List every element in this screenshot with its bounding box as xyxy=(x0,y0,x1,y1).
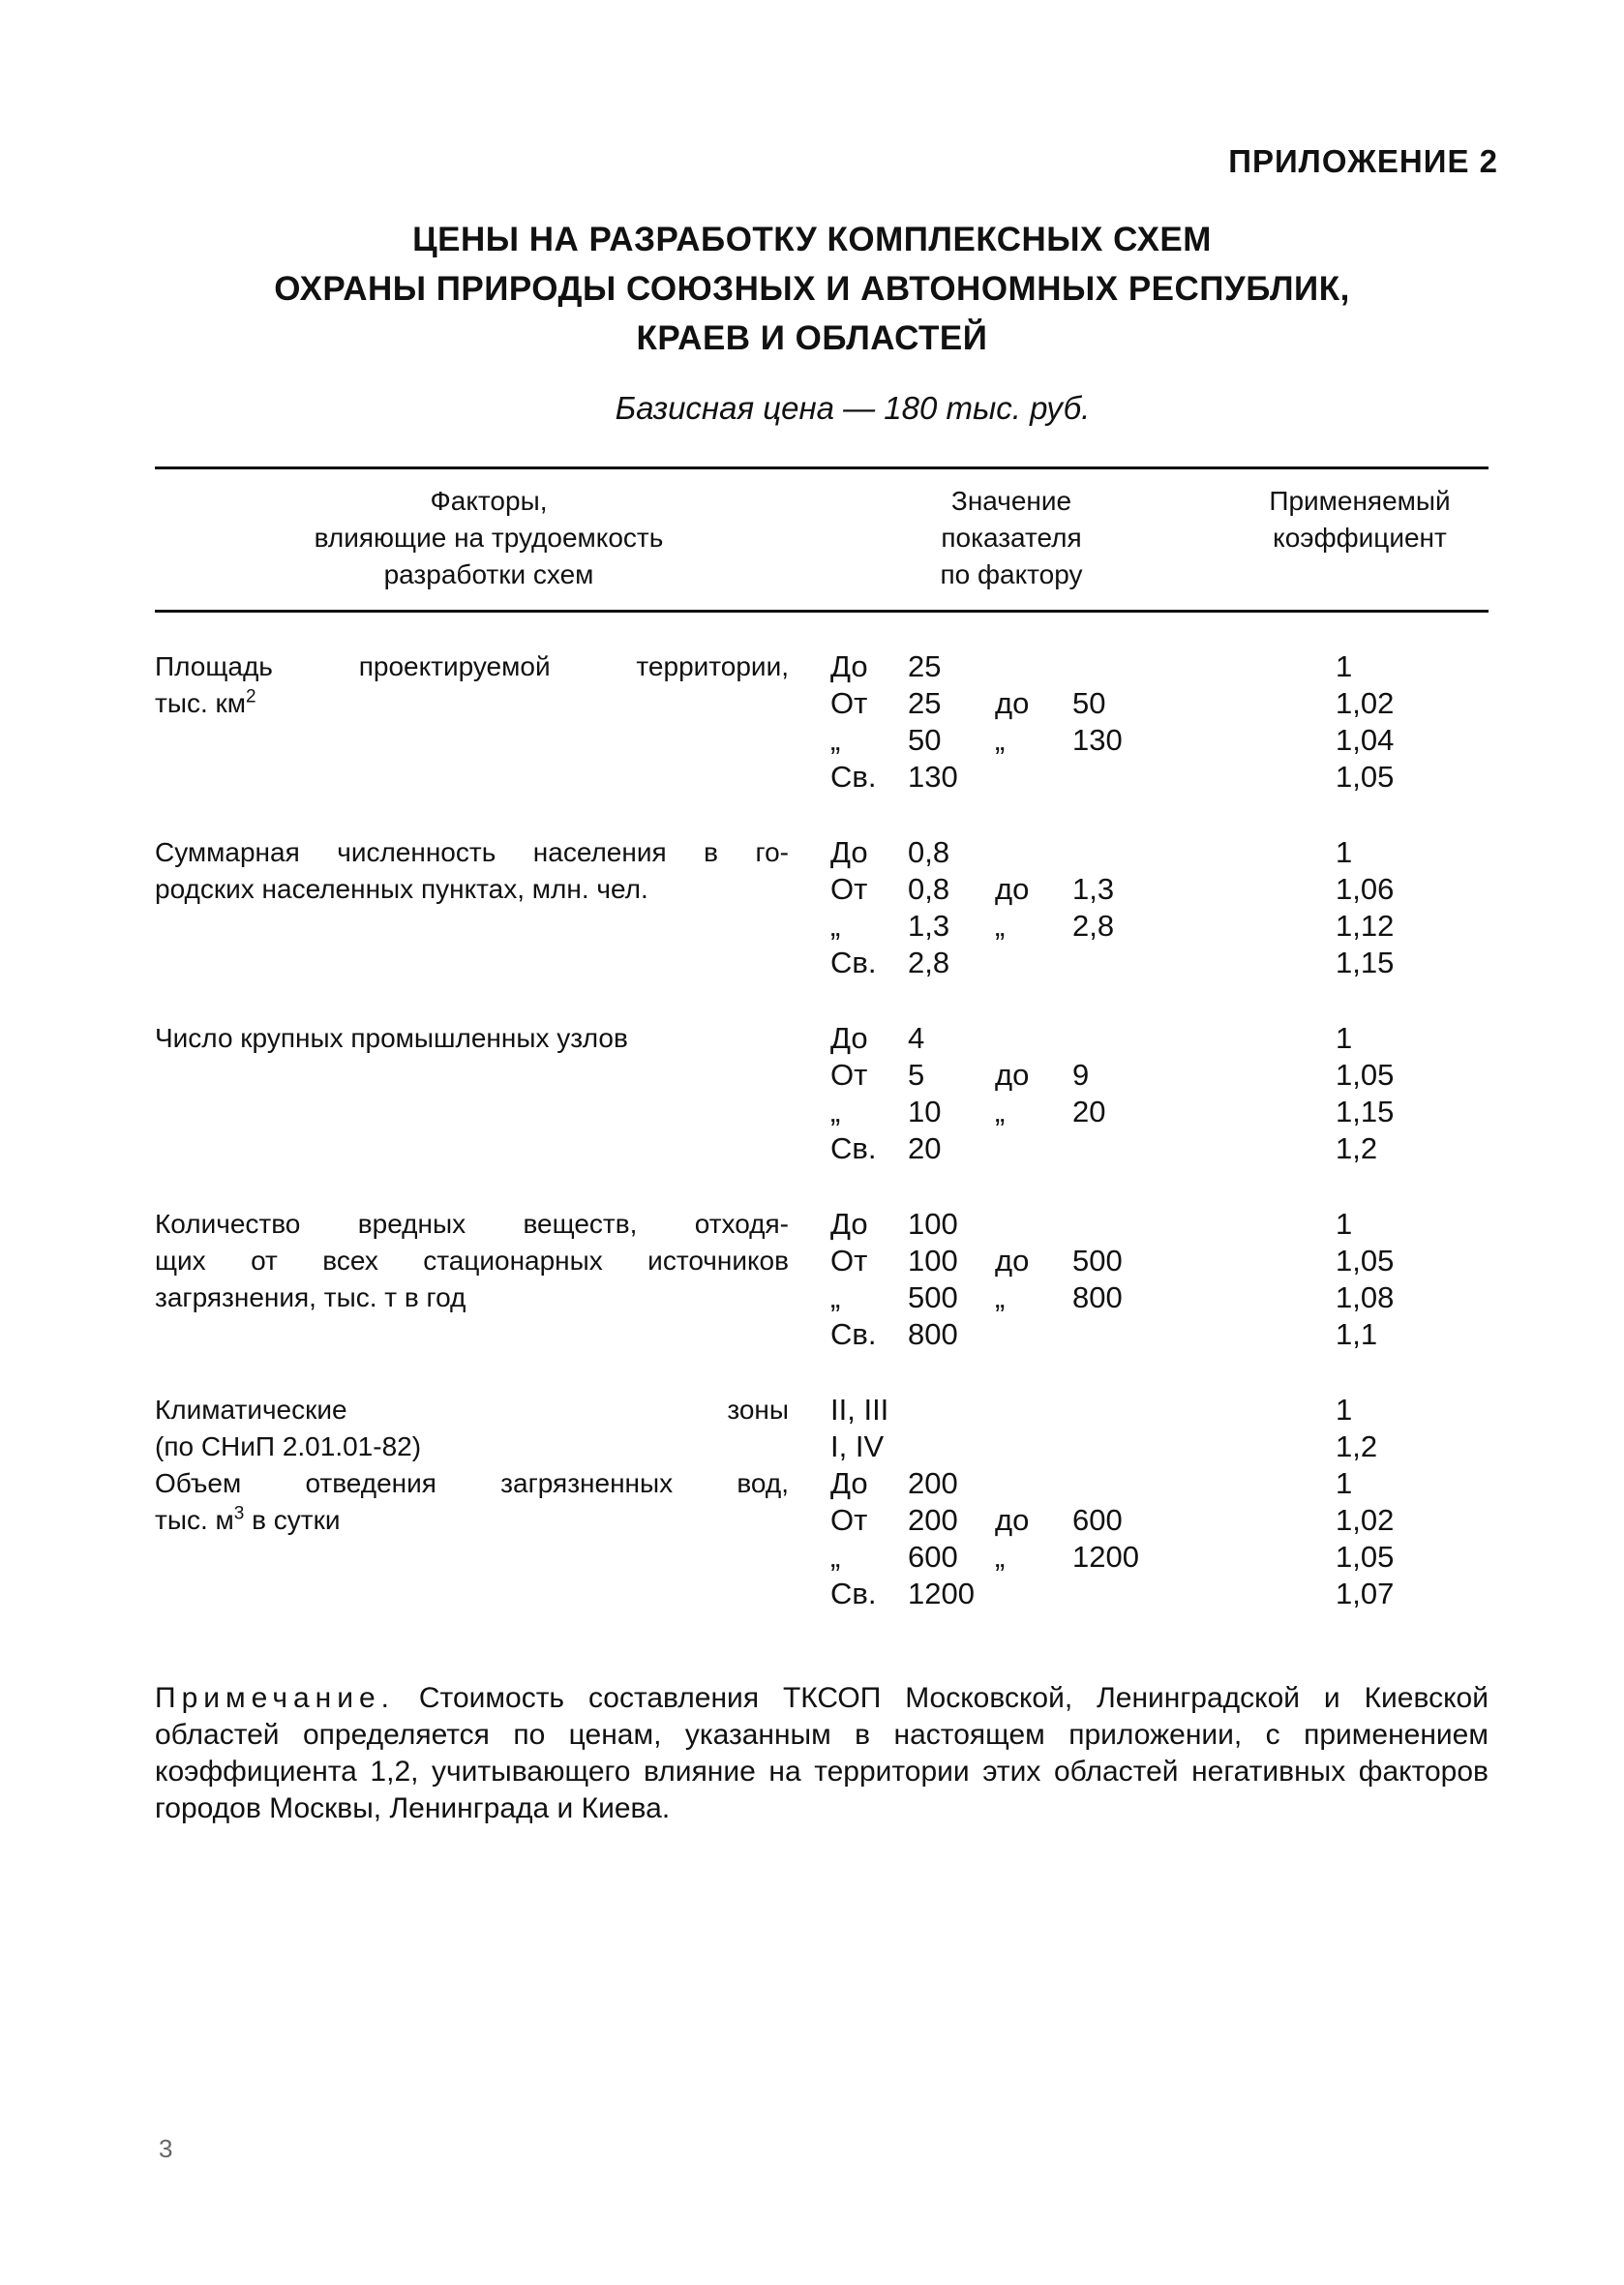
coefficient-value: 1,15 xyxy=(1336,1095,1395,1128)
column-header-factors xyxy=(179,483,798,593)
value-token: 200 xyxy=(908,1466,958,1500)
value-token: „ xyxy=(830,1280,841,1314)
table-top-rule xyxy=(155,466,1489,469)
value-line xyxy=(830,1316,1334,1353)
value-token: 1200 xyxy=(908,1577,975,1610)
value-line xyxy=(830,722,1334,759)
coefficient-value: 1,05 xyxy=(1336,760,1395,794)
value-line xyxy=(830,1057,1334,1094)
title-line: КРАЕВ И ОБЛАСТЕЙ xyxy=(636,319,988,357)
coefficient-cell xyxy=(1336,1392,1587,1465)
coefficient-value: 1,15 xyxy=(1336,946,1395,979)
factor-cell xyxy=(155,834,789,908)
factor-text: Число крупных промышленных узлов xyxy=(155,1023,628,1053)
value-line xyxy=(830,1279,1334,1316)
header-line: Значение xyxy=(950,486,1072,516)
factor-text: тыс. м xyxy=(155,1505,234,1535)
value-token: 500 xyxy=(908,1280,958,1314)
header-line: влияющие на трудоемкость xyxy=(314,523,664,553)
coefficient-cell xyxy=(1336,1465,1587,1612)
factor-line xyxy=(155,871,789,908)
coefficient-value: 1,07 xyxy=(1336,1577,1395,1610)
table-header-rule xyxy=(155,610,1489,613)
value-line xyxy=(830,1539,1334,1576)
value-token: До xyxy=(830,1207,868,1241)
footnote xyxy=(155,1680,1489,1827)
value-token: 50 xyxy=(908,723,942,757)
value-line xyxy=(830,945,1334,981)
value-token: „ xyxy=(995,723,1006,757)
value-token: Св. xyxy=(830,946,877,979)
value-token: От xyxy=(830,1503,868,1537)
value-token: До xyxy=(830,1466,868,1500)
column-header-value xyxy=(852,483,1171,593)
value-cell xyxy=(830,648,1334,796)
value-line xyxy=(830,1392,1334,1428)
value-token: От xyxy=(830,1244,868,1278)
value-line xyxy=(830,648,1334,685)
factor-line xyxy=(155,1206,789,1243)
value-cell xyxy=(830,1020,1334,1167)
factor-cell xyxy=(155,1465,789,1539)
value-token: 20 xyxy=(1072,1095,1106,1128)
value-token: 25 xyxy=(908,649,942,683)
value-line xyxy=(830,834,1334,871)
value-token: От xyxy=(830,872,868,906)
header-line: Применяемый xyxy=(1269,486,1451,516)
value-token: 2,8 xyxy=(1072,909,1115,943)
value-token: „ xyxy=(830,723,841,757)
value-token: 130 xyxy=(908,760,958,794)
factor-text: родских населенных пунктах, млн. чел. xyxy=(155,874,648,904)
value-token: 200 xyxy=(908,1503,958,1537)
header-line: разработки схем xyxy=(383,559,594,589)
value-token: 100 xyxy=(908,1244,958,1278)
value-token: 0,8 xyxy=(908,835,950,869)
factor-cell xyxy=(155,1206,789,1316)
factor-text: щих от всех стационарных источников xyxy=(155,1246,789,1276)
coefficient-value: 1,08 xyxy=(1336,1280,1395,1314)
value-token: Св. xyxy=(830,1131,877,1165)
value-line xyxy=(830,871,1334,908)
value-cell xyxy=(830,1392,1334,1465)
value-token: „ xyxy=(995,909,1006,943)
factor-line xyxy=(155,1392,789,1428)
value-cell xyxy=(830,834,1334,981)
value-token: до xyxy=(995,1244,1030,1278)
value-token: до xyxy=(995,686,1030,720)
value-token: До xyxy=(830,835,868,869)
coefficient-cell xyxy=(1336,1020,1587,1167)
coefficient-value: 1,06 xyxy=(1336,872,1395,906)
factor-line xyxy=(155,1279,789,1316)
value-line xyxy=(830,1020,1334,1057)
value-token: Св. xyxy=(830,1317,877,1351)
title-line: ЦЕНЫ НА РАЗРАБОТКУ КОМПЛЕКСНЫХ СХЕМ xyxy=(412,221,1212,258)
coefficient-value: 1,05 xyxy=(1336,1244,1395,1278)
value-token: „ xyxy=(830,909,841,943)
coefficient-value: 1 xyxy=(1336,649,1353,683)
factor-line xyxy=(155,1502,789,1539)
value-token: 130 xyxy=(1072,723,1123,757)
value-cell xyxy=(830,1206,1334,1353)
factor-text: Суммарная численность населения в го- xyxy=(155,837,789,867)
value-line xyxy=(830,1243,1334,1279)
value-token: 2,8 xyxy=(908,946,950,979)
value-line xyxy=(830,759,1334,796)
value-token: II, III xyxy=(830,1393,889,1427)
unit-superscript: 2 xyxy=(246,686,256,707)
coefficient-value: 1,2 xyxy=(1336,1131,1378,1165)
factor-text: (по СНиП 2.01.01-82) xyxy=(155,1431,422,1461)
value-line xyxy=(830,1502,1334,1539)
column-header-coefficient xyxy=(1215,483,1505,556)
coefficient-value: 1,12 xyxy=(1336,909,1395,943)
note-text: Стоимость составления ТКСОП Московской, Ленинградской и Киевской областей определяется по ценам, указанным в настоящем приложении, с применением коэффициента 1,2, учитывающего влияние на территории этих областей негативных факторов городов Москвы, Ленинграда и Киева. xyxy=(155,1682,1489,1824)
value-token: 600 xyxy=(1072,1503,1123,1537)
header-line: Факторы, xyxy=(430,486,548,516)
value-line xyxy=(830,685,1334,722)
factor-text: в сутки xyxy=(244,1505,341,1535)
value-token: 0,8 xyxy=(908,872,950,906)
value-line xyxy=(830,1576,1334,1612)
coefficient-value: 1 xyxy=(1336,1021,1353,1055)
header-line: показателя xyxy=(941,523,1082,553)
coefficient-value: 1 xyxy=(1336,1207,1353,1241)
value-token: 1200 xyxy=(1072,1540,1139,1574)
value-cell xyxy=(830,1465,1334,1612)
value-token: 50 xyxy=(1072,686,1106,720)
factor-line xyxy=(155,685,789,722)
value-line xyxy=(830,1094,1334,1130)
value-token: до xyxy=(995,872,1030,906)
page-number: 3 xyxy=(159,2134,173,2163)
value-token: 25 xyxy=(908,686,942,720)
factor-cell xyxy=(155,1392,789,1465)
value-token: до xyxy=(995,1503,1030,1537)
factor-cell xyxy=(155,1020,789,1057)
value-token: 800 xyxy=(908,1317,958,1351)
value-token: До xyxy=(830,1021,868,1055)
factor-line xyxy=(155,1465,789,1502)
factor-cell xyxy=(155,648,789,722)
value-line xyxy=(830,1130,1334,1167)
value-token: 1,3 xyxy=(1072,872,1115,906)
factor-text: Количество вредных веществ, отходя- xyxy=(155,1209,789,1239)
value-line xyxy=(830,1465,1334,1502)
coefficient-value: 1,2 xyxy=(1336,1429,1378,1463)
value-token: „ xyxy=(995,1280,1006,1314)
factor-text: Климатические зоны xyxy=(155,1395,789,1425)
value-token: 5 xyxy=(908,1058,925,1092)
coefficient-value: 1,05 xyxy=(1336,1540,1395,1574)
value-line xyxy=(830,1206,1334,1243)
value-token: 20 xyxy=(908,1131,942,1165)
value-token: „ xyxy=(830,1095,841,1128)
value-line xyxy=(830,908,1334,945)
header-line: по фактору xyxy=(940,559,1083,589)
value-token: 600 xyxy=(908,1540,958,1574)
coefficient-value: 1,04 xyxy=(1336,723,1395,757)
value-token: 100 xyxy=(908,1207,958,1241)
value-token: 1,3 xyxy=(908,909,950,943)
factor-line xyxy=(155,834,789,871)
coefficient-cell xyxy=(1336,834,1587,981)
document-title xyxy=(0,215,1624,363)
value-token: Св. xyxy=(830,760,877,794)
value-token: „ xyxy=(995,1540,1006,1574)
factor-text: тыс. км xyxy=(155,688,247,718)
value-token: 4 xyxy=(908,1021,925,1055)
coefficient-value: 1 xyxy=(1336,1466,1353,1500)
note-label: Примечание. xyxy=(155,1682,395,1714)
value-token: 9 xyxy=(1072,1058,1090,1092)
value-token: 800 xyxy=(1072,1280,1123,1314)
value-token: „ xyxy=(830,1540,841,1574)
coefficient-value: 1 xyxy=(1336,1393,1353,1427)
appendix-label: ПРИЛОЖЕНИЕ 2 xyxy=(1228,143,1498,179)
value-token: До xyxy=(830,649,868,683)
coefficient-cell xyxy=(1336,648,1587,796)
value-token: От xyxy=(830,686,868,720)
coefficient-value: 1,1 xyxy=(1336,1317,1378,1351)
value-token: „ xyxy=(995,1095,1006,1128)
value-token: От xyxy=(830,1058,868,1092)
coefficient-value: 1,02 xyxy=(1336,1503,1395,1537)
value-token: Св. xyxy=(830,1577,877,1610)
coefficient-cell xyxy=(1336,1206,1587,1353)
factor-text: Объем отведения загрязненных вод, xyxy=(155,1468,789,1498)
coefficient-value: 1 xyxy=(1336,835,1353,869)
header-line: коэффициент xyxy=(1273,523,1447,553)
factor-line xyxy=(155,1428,789,1465)
factor-text: загрязнения, тыс. т в год xyxy=(155,1282,466,1312)
value-token: I, IV xyxy=(830,1429,885,1463)
value-line xyxy=(830,1428,1334,1465)
value-token: 10 xyxy=(908,1095,942,1128)
factor-line xyxy=(155,1243,789,1279)
coefficient-value: 1,02 xyxy=(1336,686,1395,720)
title-line: ОХРАНЫ ПРИРОДЫ СОЮЗНЫХ И АВТОНОМНЫХ РЕСПУБЛИК, xyxy=(274,270,1350,308)
unit-superscript: 3 xyxy=(233,1503,245,1524)
base-price: Базисная цена — 180 тыс. руб. xyxy=(615,390,1091,426)
value-token: до xyxy=(995,1058,1030,1092)
coefficient-value: 1,05 xyxy=(1336,1058,1395,1092)
factor-line xyxy=(155,648,789,685)
factor-text: Площадь проектируемой территории, xyxy=(155,651,789,681)
value-token: 500 xyxy=(1072,1244,1123,1278)
factor-line xyxy=(155,1020,789,1057)
